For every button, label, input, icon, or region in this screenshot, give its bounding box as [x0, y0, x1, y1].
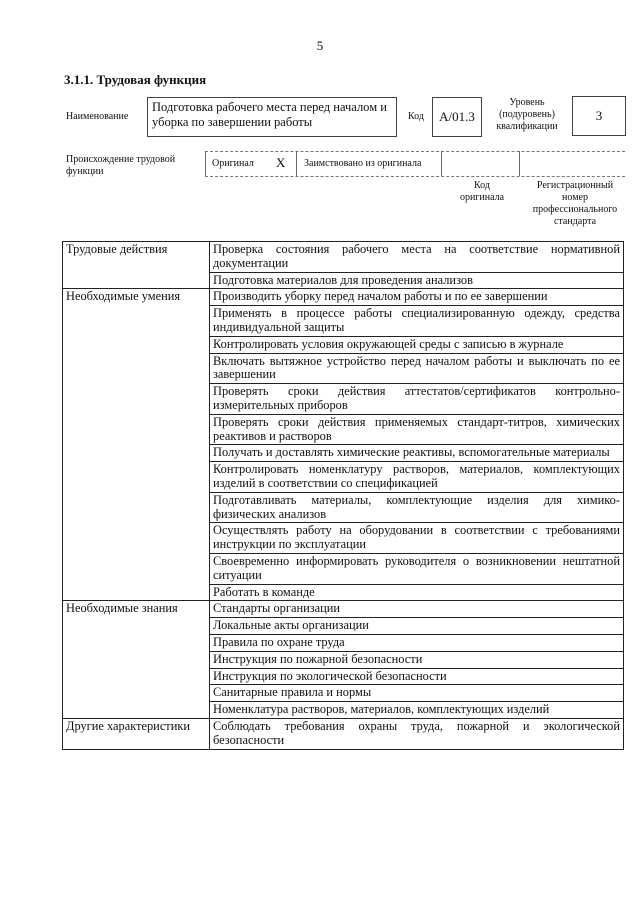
code-label: Код: [408, 111, 424, 122]
table-cell: Включать вытяжное устройство перед началом работы и выключать по ее завершении: [210, 353, 624, 384]
code-original-caption: Код оригинала: [459, 180, 505, 203]
origin-divider: [296, 151, 297, 176]
table-cell: Проверка состояния рабочего места на соответствие нормативной документации: [210, 242, 624, 273]
table-cell: Санитарные правила и нормы: [210, 685, 624, 702]
table-cell: Проверять сроки действия применяемых стандарт-титров, химических реактивов и растворов: [210, 414, 624, 445]
name-label: Наименование: [66, 111, 129, 122]
table-cell: Инструкция по пожарной безопасности: [210, 651, 624, 668]
table-cell: Своевременно информировать руководителя о возникновении нештатной ситуации: [210, 553, 624, 584]
registration-caption: Регистрационный номер профессионального стандарта: [532, 180, 618, 227]
table-cell: Контролировать номенклатуру растворов, материалов, комплектующих изделий в соответствии со спецификацией: [210, 462, 624, 493]
origin-top-line: [205, 151, 625, 152]
table-cell: Производить уборку перед началом работы и по ее завершении: [210, 289, 624, 306]
original-mark: X: [276, 155, 286, 170]
origin-divider: [441, 151, 442, 176]
level-label: Уровень (подуровень) квалификации: [496, 97, 558, 132]
row-group-label: Необходимые умения: [63, 289, 210, 601]
original-label: Оригинал: [212, 158, 254, 169]
table-cell: Номенклатура растворов, материалов, комплектующих изделий: [210, 702, 624, 719]
table-cell: Соблюдать требования охраны труда, пожарной и экологической безопасности: [210, 718, 624, 749]
table-cell: Работать в команде: [210, 584, 624, 601]
row-group-label: Необходимые знания: [63, 601, 210, 719]
table-cell: Осуществлять работу на оборудовании в соответствии с требованиями инструкции по эксплуатации: [210, 523, 624, 554]
function-code: А/01.3: [432, 97, 482, 137]
table-cell: Инструкция по экологической безопасности: [210, 668, 624, 685]
table-cell: Локальные акты организации: [210, 618, 624, 635]
table-row: [63, 242, 624, 273]
origin-divider: [519, 151, 520, 176]
table-cell: Получать и доставлять химические реактивы, вспомогательные материалы: [210, 445, 624, 462]
function-name: Подготовка рабочего места перед началом и уборка по завершении работы: [147, 97, 397, 137]
function-table: [62, 241, 624, 750]
table-cell: Стандарты организации: [210, 601, 624, 618]
table-row: [63, 601, 624, 618]
borrowed-label: Заимствовано из оригинала: [304, 158, 422, 169]
table-cell: Проверять сроки действия аттестатов/сертификатов контрольно-измерительных приборов: [210, 384, 624, 415]
qualification-level: 3: [572, 96, 626, 136]
table-cell: Контролировать условия окружающей среды с записью в журнале: [210, 336, 624, 353]
origin-divider: [205, 151, 206, 176]
origin-label: Происхождение трудовой функции: [66, 154, 176, 177]
row-group-label: Другие характеристики: [63, 718, 210, 749]
origin-bottom-line: [205, 176, 625, 177]
row-group-label: Трудовые действия: [63, 242, 210, 289]
table-row: [63, 718, 624, 749]
section-title: 3.1.1. Трудовая функция: [64, 72, 207, 87]
page-number: 5: [316, 38, 324, 53]
table-row: [63, 289, 624, 306]
table-cell: Подготовка материалов для проведения анализов: [210, 272, 624, 289]
table-cell: Правила по охране труда: [210, 634, 624, 651]
table-cell: Применять в процессе работы специализированную одежду, средства индивидуальной защиты: [210, 306, 624, 337]
table-cell: Подготавливать материалы, комплектующие изделия для химико-физических анализов: [210, 492, 624, 523]
